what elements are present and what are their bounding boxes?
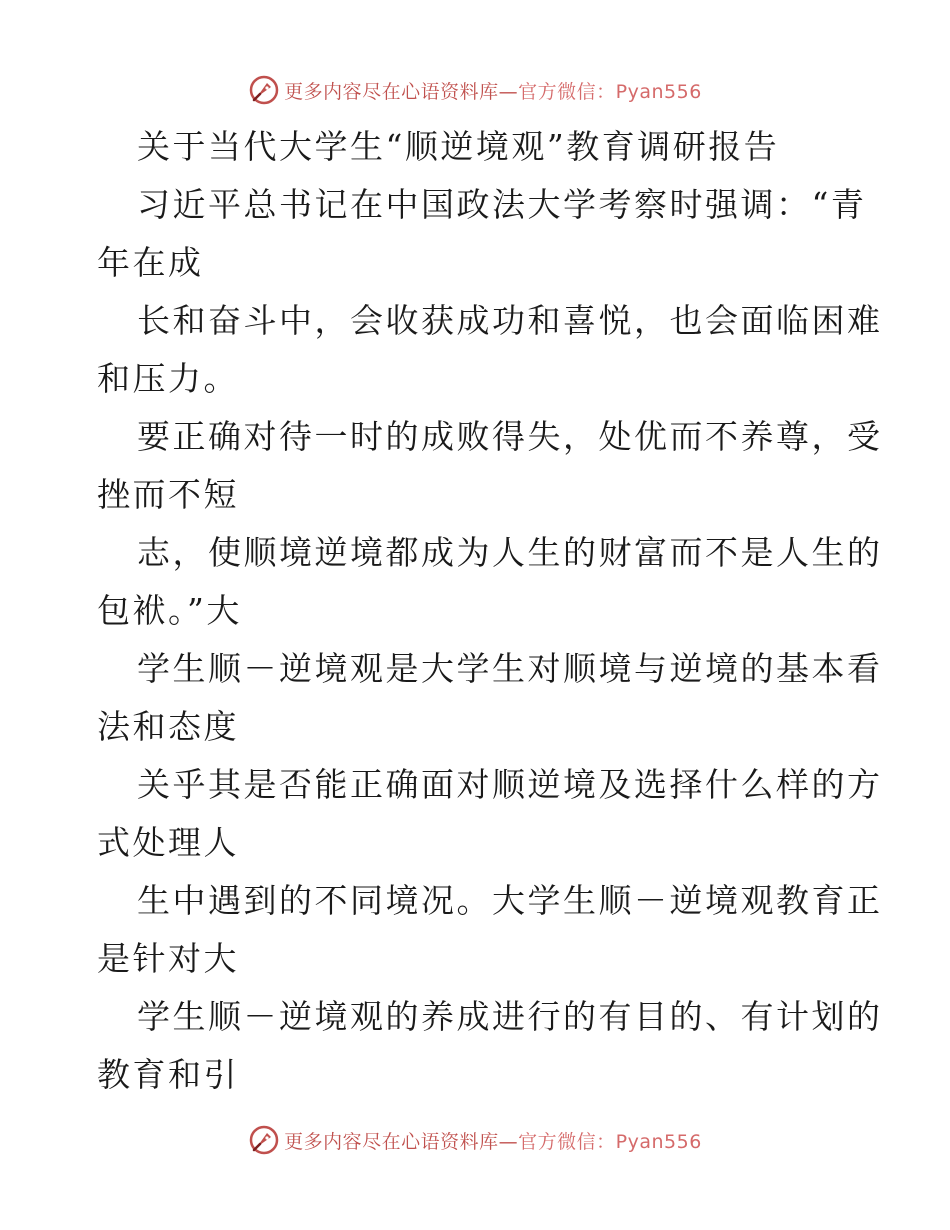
text-line: 和压力。 [97,359,239,398]
banner-site-name: 更多内容尽在心语资料库— [284,80,519,103]
text-line: 关于当代大学生“顺逆境观”教育调研报告 [137,127,780,166]
text-line: 学生顺－逆境观的养成进行的有目的、有计划的 [137,997,883,1036]
text-line: 要正确对待一时的成败得失，处优而不养尊，受 [137,417,883,456]
text-line: 法和态度 [97,707,239,746]
banner-wechat: 官方微信：Pyan556 [518,1130,702,1153]
text-line: 年在成 [97,243,204,282]
text-line: 长和奋斗中，会收获成功和喜悦，也会面临困难 [137,301,883,340]
text-line: 是针对大 [97,939,239,978]
pen-nib-logo-icon [248,1124,280,1156]
text-line: 包袱。”大 [97,591,242,630]
banner-site-name: 更多内容尽在心语资料库— [284,1130,519,1153]
text-line: 学生顺－逆境观是大学生对顺境与逆境的基本看 [137,649,883,688]
footer-banner [0,1120,950,1160]
text-line: 挫而不短 [97,475,239,514]
pen-nib-logo-icon [248,74,280,106]
text-line: 习近平总书记在中国政法大学考察时强调：“青 [137,185,867,224]
banner-text [284,1127,702,1154]
header-banner [0,70,950,110]
text-line: 关乎其是否能正确面对顺逆境及选择什么样的方 [137,765,883,804]
text-line: 教育和引 [97,1055,239,1094]
banner-wechat: 官方微信：Pyan556 [518,80,702,103]
text-line: 生中遇到的不同境况。大学生顺－逆境观教育正 [137,881,883,920]
banner-text [284,77,702,104]
text-line: 式处理人 [97,823,239,862]
document-body [97,118,883,1104]
text-line: 志，使顺境逆境都成为人生的财富而不是人生的 [137,533,883,572]
